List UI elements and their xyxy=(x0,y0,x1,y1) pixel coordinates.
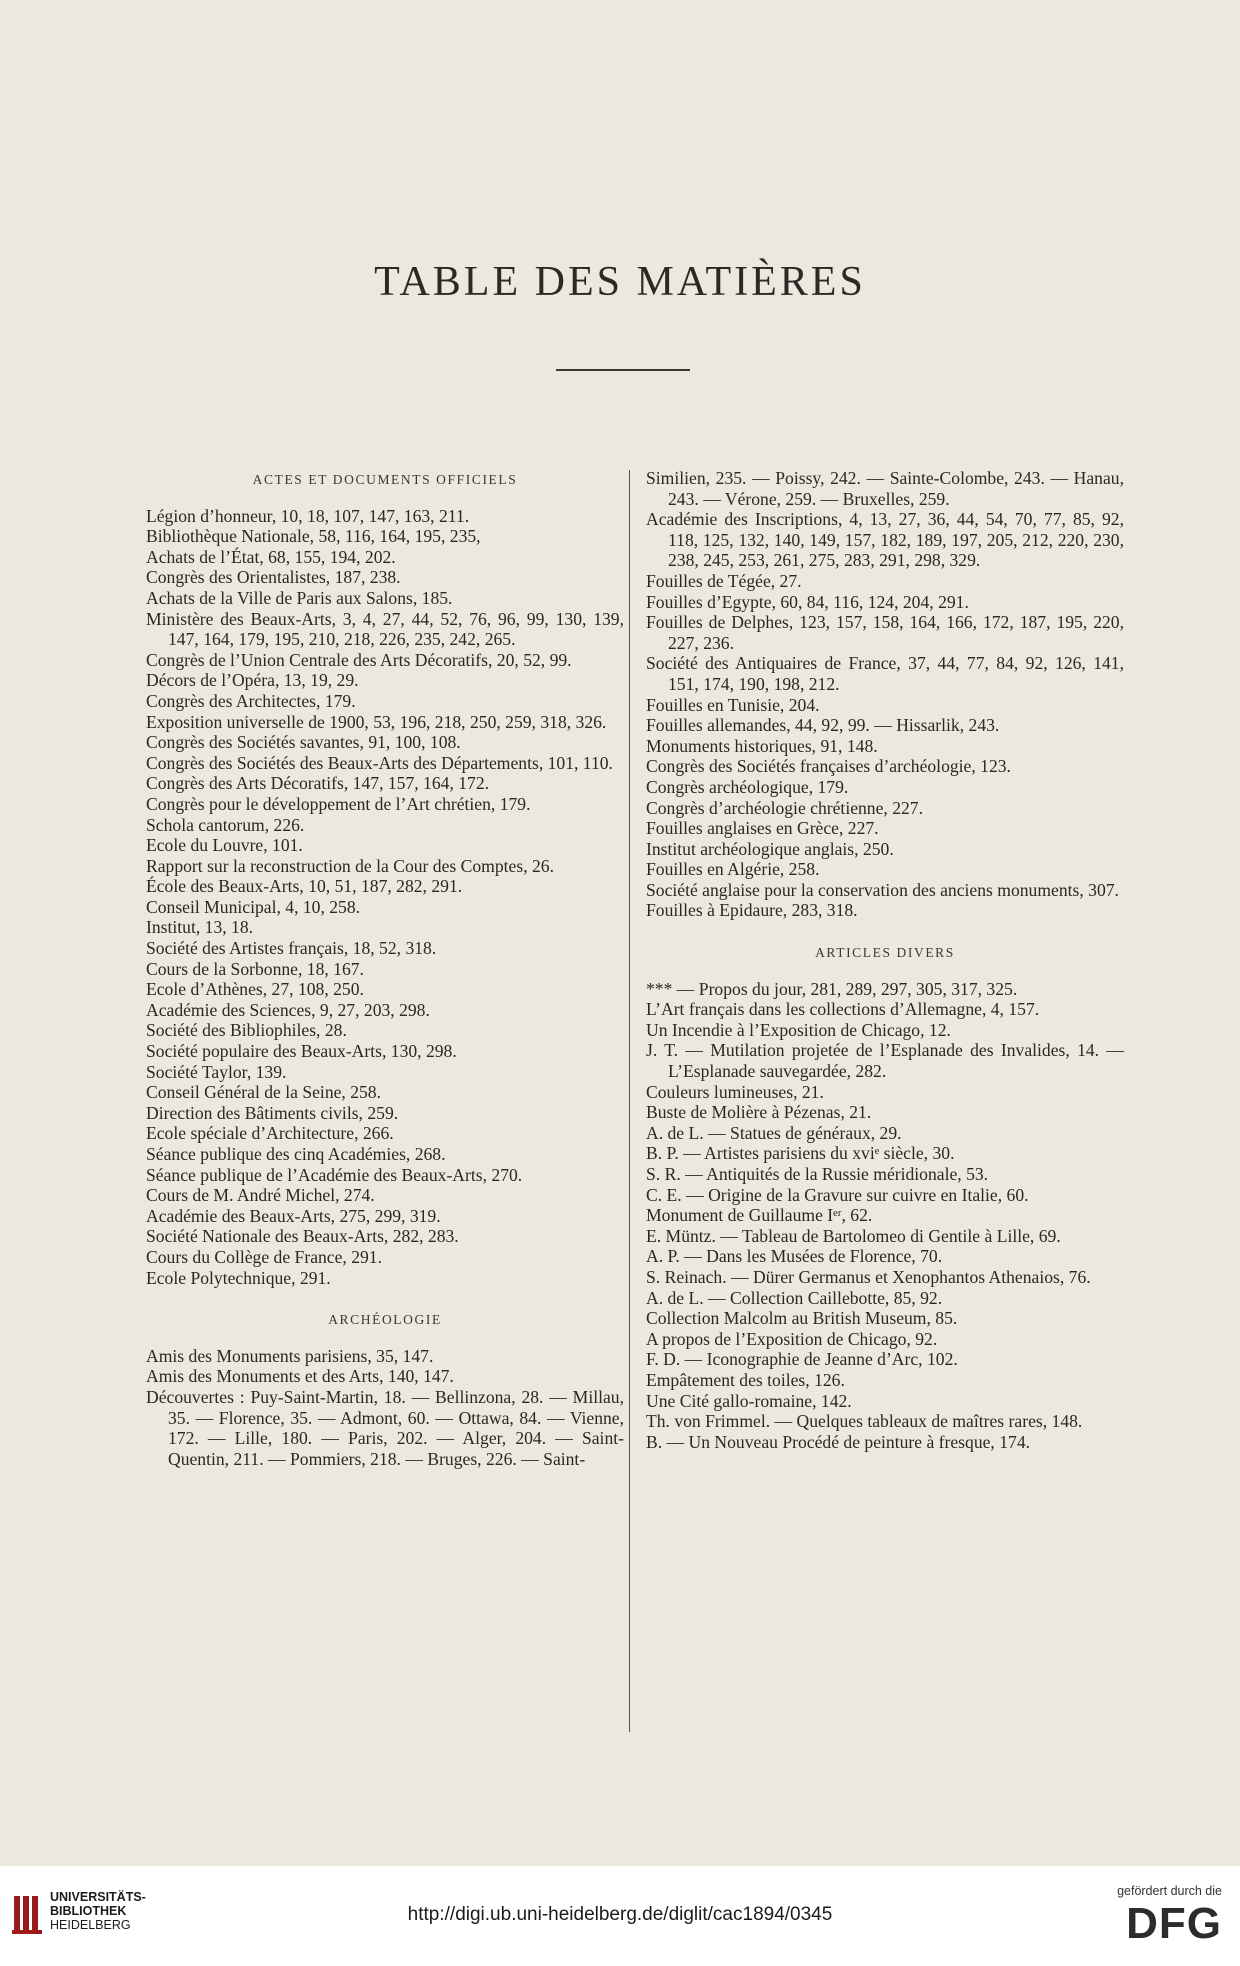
index-entry: L’Art français dans les collections d’Allemagne, 4, 157. xyxy=(646,999,1040,1020)
index-entry: Académie des Beaux-Arts, 275, 299, 319. xyxy=(146,1205,441,1226)
index-entry: F. D. — Iconographie de Jeanne d’Arc, 102. xyxy=(646,1349,958,1370)
index-entry: Congrès archéologique, 179. xyxy=(646,776,849,797)
index-entry: Ecole du Louvre, 101. xyxy=(146,835,303,856)
index-entry: Ministère des Beaux-Arts, 3, 4, 27, 44, 52, 76, 96, 99, 130, 139, 147, 164, 179, 195, 210, 218, 226, 235, 242, 265. xyxy=(146,608,624,650)
index-entry: Congrès des Sociétés françaises d’archéologie, 123. xyxy=(646,756,1011,777)
index-entry: Une Cité gallo-romaine, 142. xyxy=(646,1390,852,1411)
index-entry: Fouilles de Delphes, 123, 157, 158, 164, 166, 172, 187, 195, 220, 227, 236. xyxy=(646,612,1124,653)
index-entry: Schola cantorum, 226. xyxy=(146,814,305,835)
index-entry: Conseil Municipal, 4, 10, 258. xyxy=(146,896,361,917)
column-divider xyxy=(629,470,630,1732)
index-entry: B. P. — Artistes parisiens du xviᵉ siècle, 30. xyxy=(646,1143,955,1164)
index-entry: École des Beaux-Arts, 10, 51, 187, 282, 291. xyxy=(146,876,463,897)
index-entry: Congrès d’archéologie chrétienne, 227. xyxy=(646,797,923,818)
index-entry: Cours de la Sorbonne, 18, 167. xyxy=(146,958,364,979)
index-entry: Institut archéologique anglais, 250. xyxy=(646,838,894,859)
index-entry: Découvertes : Puy-Saint-Martin, 18. — Bellinzona, 28. — Millau, 35. — Florence, 35. — Admont, 60. — Ottawa, 84. — Vienne, 172. — Lille, 180. — Paris, 202. — Alger, 204. — Saint-Quentin, 211. — Pommiers, 218. — Bruges, 226. — Saint- xyxy=(146,1386,624,1469)
index-entry: Empâtement des toiles, 126. xyxy=(646,1369,845,1390)
index-entry: Séance publique des cinq Académies, 268. xyxy=(146,1144,446,1164)
left-column xyxy=(146,468,624,1469)
index-entry: Monument de Guillaume Iᵉʳ, 62. xyxy=(646,1205,873,1226)
index-entry: Rapport sur la reconstruction de la Cour des Comptes, 26. xyxy=(146,855,554,876)
index-entry: A propos de l’Exposition de Chicago, 92. xyxy=(646,1328,938,1349)
index-entry: Buste de Molière à Pézenas, 21. xyxy=(646,1102,872,1123)
permalink-url[interactable]: http://digi.ub.uni-heidelberg.de/diglit/cac1894/0345 xyxy=(407,1904,833,1925)
dfg-logo: DFG xyxy=(1126,1899,1222,1948)
index-entry: Fouilles anglaises en Grèce, 227. xyxy=(646,818,879,839)
index-entry: Congrès des Orientalistes, 187, 238. xyxy=(146,567,401,588)
library-line: HEIDELBERG xyxy=(50,1918,131,1932)
index-entry: Fouilles en Algérie, 258. xyxy=(646,859,820,880)
index-entry: Congrès des Sociétés des Beaux-Arts des Départements, 101, 110. xyxy=(146,752,613,773)
index-entry: A. P. — Dans les Musées de Florence, 70. xyxy=(646,1246,943,1267)
index-entry: Cours de M. André Michel, 274. xyxy=(146,1185,375,1206)
index-entry: Couleurs lumineuses, 21. xyxy=(646,1081,824,1102)
continued-entries xyxy=(646,468,1124,921)
index-entry: Un Incendie à l’Exposition de Chicago, 12. xyxy=(646,1019,951,1040)
index-entry: Séance publique de l’Académie des Beaux-Arts, 270. xyxy=(146,1164,523,1185)
index-entry: Congrès des Architectes, 179. xyxy=(146,690,356,711)
index-entry: Conseil Général de la Seine, 258. xyxy=(146,1082,382,1103)
index-entry: Fouilles de Tégée, 27. xyxy=(646,570,802,591)
section-heading-articles: ARTICLES DIVERS xyxy=(815,945,955,961)
index-entry: C. E. — Origine de la Gravure sur cuivre en Italie, 60. xyxy=(646,1184,1029,1205)
library-line: UNIVERSITÄTS- xyxy=(50,1890,146,1904)
index-entry: Légion d’honneur, 10, 18, 107, 147, 163, 211. xyxy=(146,505,470,526)
index-entry: S. Reinach. — Dürer Germanus et Xenophantos Athenaios, 76. xyxy=(646,1266,1091,1287)
section-heading-archeologie: ARCHÉOLOGIE xyxy=(328,1312,442,1328)
title-rule xyxy=(556,369,690,371)
library-line: BIBLIOTHEK xyxy=(50,1904,127,1918)
index-entry: Congrès des Sociétés savantes, 91, 100, 108. xyxy=(146,732,461,753)
index-entry: Monuments historiques, 91, 148. xyxy=(646,735,878,756)
section-heading-actes: ACTES ET DOCUMENTS OFFICIELS xyxy=(252,472,518,487)
index-entry: A. de L. — Collection Caillebotte, 85, 92. xyxy=(646,1287,943,1308)
right-column xyxy=(646,468,1124,1452)
index-entry: Ecole spéciale d’Architecture, 266. xyxy=(146,1123,394,1144)
index-entry: Collection Malcolm au British Museum, 85. xyxy=(646,1308,958,1329)
page-title: TABLE DES MATIÈRES xyxy=(374,259,866,305)
section-entries-archeologie xyxy=(146,1346,624,1470)
index-entry: Amis des Monuments parisiens, 35, 147. xyxy=(146,1345,434,1366)
index-entry: Fouilles d’Egypte, 60, 84, 116, 124, 204, 291. xyxy=(646,591,969,612)
funding-note: gefördert durch die xyxy=(1117,1884,1222,1898)
index-entry: Institut, 13, 18. xyxy=(146,917,254,938)
index-entry: Société populaire des Beaux-Arts, 130, 298. xyxy=(146,1041,457,1062)
index-entry: Ecole d’Athènes, 27, 108, 250. xyxy=(146,979,364,1000)
index-entry: E. Müntz. — Tableau de Bartolomeo di Gentile à Lille, 69. xyxy=(646,1225,1061,1246)
section-entries-articles xyxy=(646,979,1124,1453)
index-entry: Société des Antiquaires de France, 37, 44, 77, 84, 92, 126, 141, 151, 174, 190, 198, 212. xyxy=(646,653,1124,694)
index-entry: Société Taylor, 139. xyxy=(146,1061,287,1082)
index-entry: Congrès des Arts Décoratifs, 147, 157, 164, 172. xyxy=(146,773,490,794)
index-entry: Achats de l’État, 68, 155, 194, 202. xyxy=(146,546,396,567)
index-entry: Société anglaise pour la conservation des anciens monuments, 307. xyxy=(646,879,1119,900)
index-entry: J. T. — Mutilation projetée de l’Esplanade des Invalides, 14. — L’Esplanade sauvegardée, 282. xyxy=(646,1040,1124,1082)
section-entries-actes xyxy=(146,506,624,1289)
index-entry: Décors de l’Opéra, 13, 19, 29. xyxy=(146,670,359,691)
index-entry: Th. von Frimmel. — Quelques tableaux de maîtres rares, 148. xyxy=(646,1411,1083,1432)
index-entry: Société Nationale des Beaux-Arts, 282, 283. xyxy=(146,1226,459,1247)
index-entry: Direction des Bâtiments civils, 259. xyxy=(146,1102,399,1123)
index-entry: A. de L. — Statues de généraux, 29. xyxy=(646,1122,902,1143)
index-entry: Congrès de l’Union Centrale des Arts Décoratifs, 20, 52, 99. xyxy=(146,649,572,670)
index-entry: Exposition universelle de 1900, 53, 196, 218, 250, 259, 318, 326. xyxy=(146,711,607,732)
index-entry: Académie des Sciences, 9, 27, 203, 298. xyxy=(146,999,430,1020)
index-entry: Similien, 235. — Poissy, 242. — Sainte-Colombe, 243. — Hanau, 243. — Vérone, 259. — Bruxelles, 259. xyxy=(646,468,1124,509)
index-entry: B. — Un Nouveau Procédé de peinture à fresque, 174. xyxy=(646,1431,1031,1452)
index-entry: Congrès pour le développement de l’Art chrétien, 179. xyxy=(146,793,531,814)
index-entry: Fouilles à Epidaure, 283, 318. xyxy=(646,900,858,921)
index-entry: Bibliothèque Nationale, 58, 116, 164, 195, 235, xyxy=(146,526,481,547)
viewer-footer xyxy=(0,1866,1240,1966)
index-entry: Cours du Collège de France, 291. xyxy=(146,1246,383,1267)
index-entry: Fouilles allemandes, 44, 92, 99. — Hissarlik, 243. xyxy=(646,715,1000,736)
index-entry: Société des Bibliophiles, 28. xyxy=(146,1020,347,1041)
index-entry: Fouilles en Tunisie, 204. xyxy=(646,694,820,715)
index-entry: Ecole Polytechnique, 291. xyxy=(146,1267,331,1288)
index-entry: S. R. — Antiquités de la Russie méridionale, 53. xyxy=(646,1164,989,1184)
index-entry: *** — Propos du jour, 281, 289, 297, 305, 317, 325. xyxy=(646,978,1018,999)
index-entry: Achats de la Ville de Paris aux Salons, 185. xyxy=(146,587,453,608)
index-entry: Société des Artistes français, 18, 52, 318. xyxy=(146,938,437,959)
index-entry: Amis des Monuments et des Arts, 140, 147. xyxy=(146,1366,454,1387)
index-entry: Académie des Inscriptions, 4, 13, 27, 36, 44, 54, 70, 77, 85, 92, 118, 125, 132, 140, 149, 157, 182, 189, 197, 205, 212, 220, 230, 238, 245, 253, 261, 275, 283, 291, 298, 329. xyxy=(646,509,1124,571)
